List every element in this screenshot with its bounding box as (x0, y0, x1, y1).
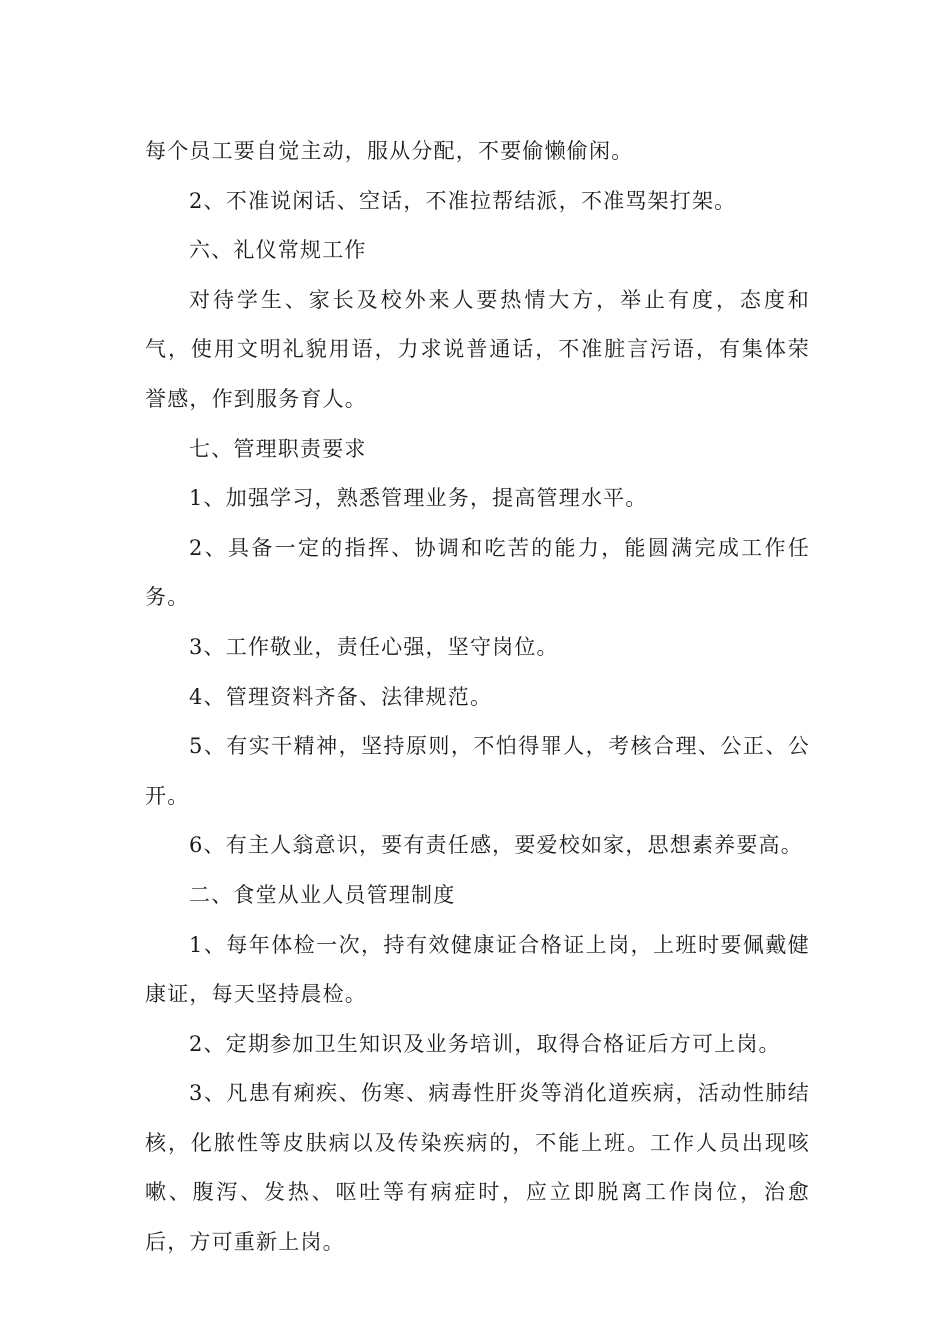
paragraph-4: 对待学生、家长及校外来人要热情大方，举止有度，态度和气，使用文明礼貌用语，力求说普通话，不准脏言污语，有集体荣誉感，作到服务育人。 (145, 287, 810, 411)
paragraph-10: 5、有实干精神，坚持原则，不怕得罪人，考核合理、公正、公开。 (145, 734, 810, 808)
paragraph-14: 2、定期参加卫生知识及业务培训，取得合格证后方可上岗。 (189, 1031, 781, 1056)
paragraph-1: 每个员工要自觉主动，服从分配，不要偷懒偷闲。 (145, 139, 634, 163)
paragraph-2: 2、不准说闲话、空话，不准拉帮结派，不准骂架打架。 (189, 188, 737, 213)
paragraph-15: 3、凡患有痢疾、伤寒、病毒性肝炎等消化道疾病，活动性肺结核，化脓性等皮肤病以及传染疾病的，不能上班。工作人员出现咳嗽、腹泻、发热、呕吐等有病症时，应立即脱离工作岗位，治愈后，方可重新上岗。 (145, 1081, 810, 1255)
section-heading-6: 六、礼仪常规工作 (189, 238, 367, 263)
section-heading-2: 二、食堂从业人员管理制度 (189, 882, 456, 907)
paragraph-6: 1、加强学习，熟悉管理业务，提高管理水平。 (189, 486, 648, 511)
section-heading-7: 七、管理职责要求 (189, 436, 367, 461)
document-body (145, 127, 810, 1268)
paragraph-8: 3、工作敬业，责任心强，坚守岗位。 (189, 634, 559, 659)
paragraph-9: 4、管理资料齐备、法律规范。 (189, 684, 493, 709)
paragraph-7: 2、具备一定的指挥、协调和吃苦的能力，能圆满完成工作任务。 (145, 535, 810, 610)
paragraph-11: 6、有主人翁意识，要有责任感，要爱校如家，思想素养要高。 (189, 833, 803, 858)
paragraph-13: 1、每年体检一次，持有效健康证合格证上岗，上班时要佩戴健康证，每天坚持晨检。 (145, 932, 810, 1007)
